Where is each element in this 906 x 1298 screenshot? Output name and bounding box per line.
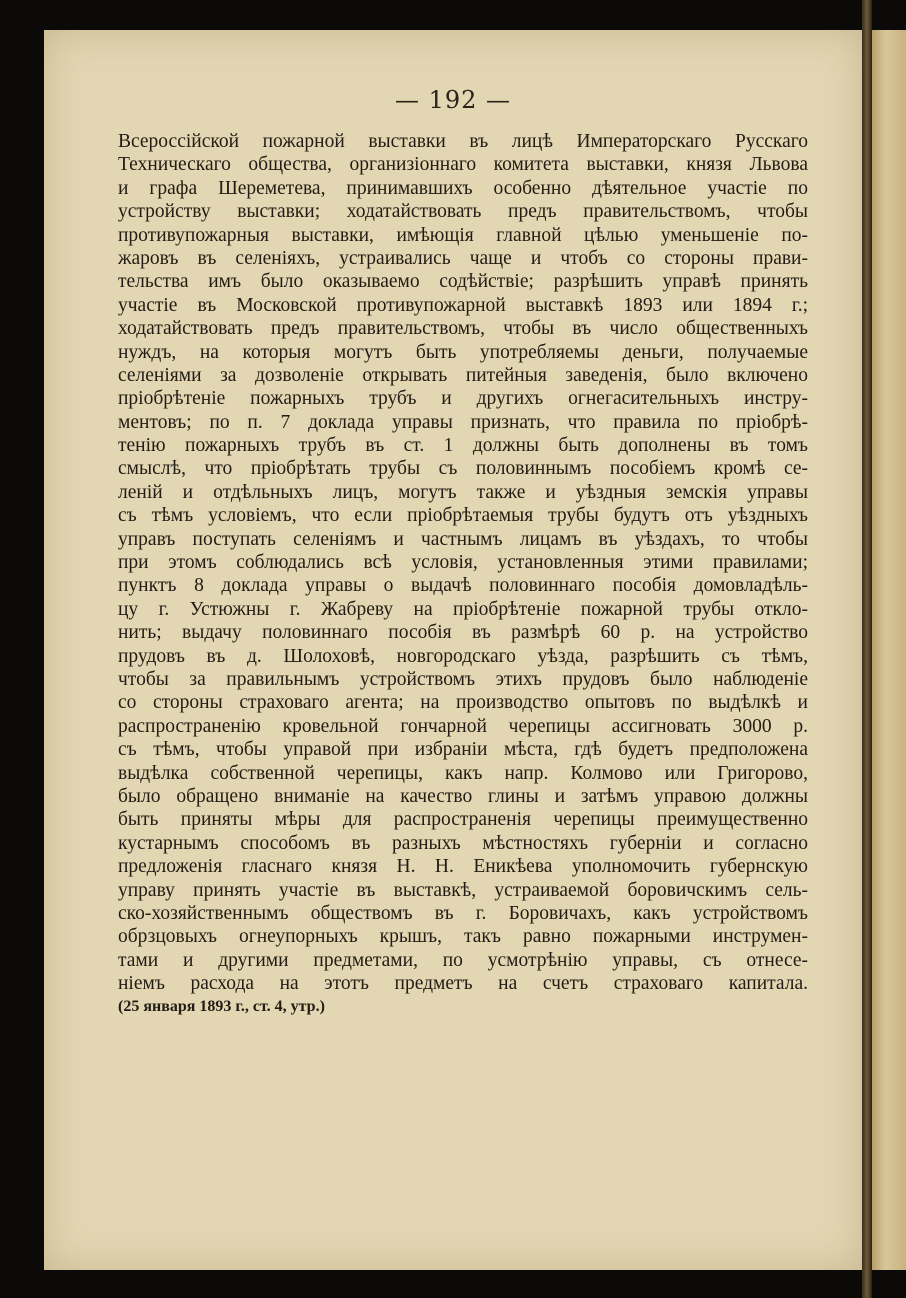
text-line: со стороны страховаго агента; на производство опытовъ по выдѣлкѣ и <box>118 692 808 714</box>
text-line: устройству выставки; ходатайствовать предъ правительствомъ, чтобы <box>118 201 808 223</box>
text-line: распространенію кровельной гончарной черепицы ассигновать 3000 р. <box>118 715 808 737</box>
text-line: ментовъ; по п. 7 доклада управы признать, что правила по пріобрѣ- <box>118 411 808 433</box>
text-line: нуждъ, на которыя могутъ быть употребляемы деньги, получаемые <box>118 341 808 363</box>
text-line: прудовъ въ д. Шолоховѣ, новгородскаго уѣзда, разрѣшить съ тѣмъ, <box>118 645 808 667</box>
text-line: противупожарныя выставки, имѣющія главной цѣлью уменьшеніе по- <box>118 224 808 246</box>
text-line: ско-хозяйственнымъ обществомъ въ г. Боровичахъ, какъ устройствомъ <box>118 902 808 924</box>
text-line: Техническаго общества, организіоннаго комитета выставки, князя Львова <box>118 154 808 176</box>
text-line: обрзцовыхъ огнеупорныхъ крышъ, такъ равно пожарными инструмен- <box>118 926 808 948</box>
text-line: ніемъ расхода на этотъ предметъ на счетъ страховаго капитала. <box>118 973 808 995</box>
text-line: предложенія гласнаго князя Н. Н. Еникѣева уполномочить губернскую <box>118 856 808 878</box>
text-line: выдѣлка собственной черепицы, какъ напр. Колмово или Григорово, <box>118 762 808 784</box>
text-line: тельства имъ было оказываемо содѣйствіе; разрѣшить управѣ принять <box>118 271 808 293</box>
text-line: участіе въ Московской противупожарной выставкѣ 1893 или 1894 г.; <box>118 294 808 316</box>
page-number: — 192 — <box>394 86 512 114</box>
date-reference: (25 января 1893 г., ст. 4, утр.) <box>118 998 325 1016</box>
text-line: цу г. Устюжны г. Жабреву на пріобрѣтеніе пожарной трубы откло- <box>118 598 808 620</box>
text-line: тами и другими предметами, по усмотрѣнію управы, съ отнесе- <box>118 949 808 971</box>
text-line: тенію пожарныхъ трубъ въ ст. 1 должны быть дополнены въ томъ <box>118 435 808 457</box>
text-line: быть приняты мѣры для распространенія черепицы преимущественно <box>118 809 808 831</box>
text-line: жаровъ въ селеніяхъ, устраивались чаще и чтобъ со стороны прави- <box>118 247 808 269</box>
text-line: съ тѣмъ, чтобы управой при избраніи мѣста, гдѣ будетъ предположена <box>118 739 808 761</box>
text-line: было обращено вниманіе на качество глины и затѣмъ управою должны <box>118 785 808 807</box>
text-line: кустарнымъ способомъ въ разныхъ мѣстностяхъ губерніи и согласно <box>118 832 808 854</box>
text-line: управу принять участіе въ выставкѣ, устраиваемой боровичскимъ сель- <box>118 879 808 901</box>
adjacent-page-edge <box>872 30 906 1270</box>
text-line: нить; выдачу половиннаго пособія въ размѣрѣ 60 р. на устройство <box>118 622 808 644</box>
text-line: селеніями за дозволеніе открывать питейныя заведенія, было включено <box>118 364 808 386</box>
text-line: леній и отдѣльныхъ лицъ, могутъ также и уѣздныя земскія управы <box>118 481 808 503</box>
text-line: пріобрѣтеніе пожарныхъ трубъ и другихъ огнегасительныхъ инстру- <box>118 388 808 410</box>
text-line: и графа Шереметева, принимавшихъ особенно дѣятельное участіе по <box>118 177 808 199</box>
text-line: съ тѣмъ условіемъ, что если пріобрѣтаемыя трубы будутъ отъ уѣздныхъ <box>118 505 808 527</box>
book-spine-gutter <box>862 0 872 1298</box>
text-line: Всероссійской пожарной выставки въ лицѣ Императорскаго Русскаго <box>118 131 808 152</box>
text-line: смыслѣ, что пріобрѣтать трубы съ половиннымъ пособіемъ кромѣ се- <box>118 458 808 480</box>
body-text <box>118 130 808 1019</box>
text-line: управъ поступать селеніямъ и частнымъ лицамъ въ уѣздахъ, то чтобы <box>118 528 808 550</box>
book-page <box>44 30 862 1270</box>
text-line: чтобы за правильнымъ устройствомъ этихъ прудовъ было наблюденіе <box>118 668 808 690</box>
text-line: пунктъ 8 доклада управы о выдачѣ половиннаго пособія домовладѣль- <box>118 575 808 597</box>
text-line: при этомъ соблюдались всѣ условія, установленныя этими правилами; <box>118 552 808 574</box>
text-line: ходатайствовать предъ правительствомъ, чтобы въ число общественныхъ <box>118 318 808 340</box>
